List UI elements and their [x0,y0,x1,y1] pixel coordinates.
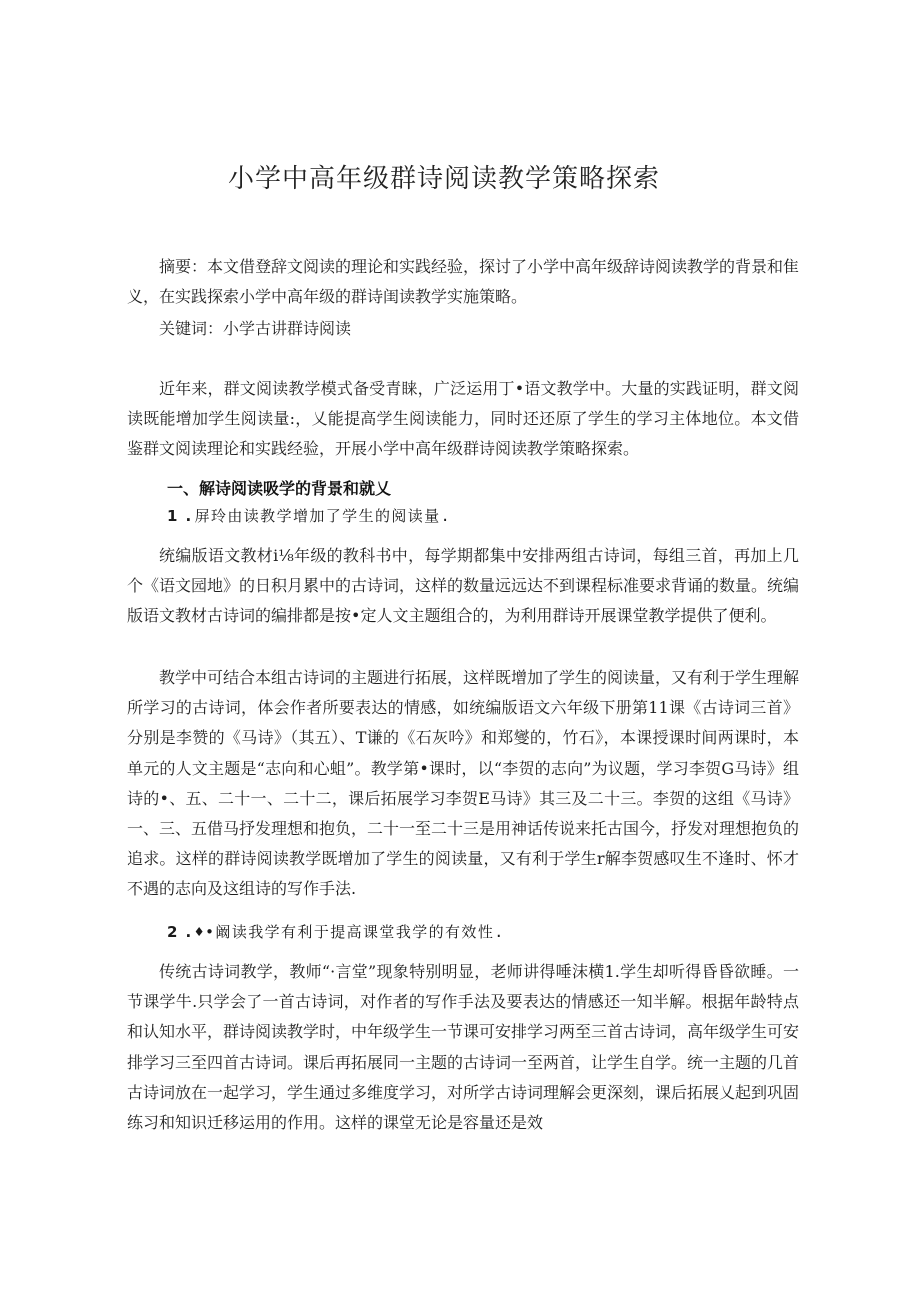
subsection-number: 1 . [167,507,193,525]
document-title: 小学中高年级群诗阅读教学策略探索 [228,164,661,194]
body-paragraph-1: 统编版语文教材i⅛年级的教科书中，每学期都集中安排两组古诗词，每组三首，再加上几个《语文园地》的日积月累中的古诗词，这样的数量远远达不到课程标准要求背诵的数量。统编版语文教材古诗词的编排都是按•定人文主题组合的，为利用群诗开展课堂教学提供了便利。 [127,546,800,626]
abstract-paragraph: 摘要：本文借登辞文阅读的理论和实践经验，探讨了小学中高年级辞诗阅读教学的背景和隹义，在实践探索小学中高年级的群诗闺读教学实施策略。 [127,257,800,307]
subsection-text: 屏玲由读教学增加了学生的阅读量. [194,507,451,525]
subsection-text: ♦•阚读我学有利于提高课堂我学的有效性. [194,923,505,941]
body-paragraph-2: 教学中可结合本组古诗词的主题进行拓展，这样既增加了学生的阅读量，又有利于学生理解所学习的古诗词，体会作者所要表达的情感，如统编版语文六年级下册第11课《古诗词三首》分别是李赞的《马诗》（其五）、T谦的《石灰吟》和郑燮的，竹石》，本课授课时间两课时，本单元的人文主题是“志向和心蛆”。教学第•课时，以“李贺的志向”为议题，学习李贺G马诗》组诗的•、五、二十一、二十二，课后拓展学习李贺E马诗》其三及二十三。李贺的这组《马诗》一、三、五借马抒发理想和抱负，二十一至二十三是用神话传说来托古国今，抒发对理想抱负的追求。这样的群诗阅读教学既增加了学生的阅读量，又有利于学生r解李贺感叹生不逢时、怀才不遇的志向及这组诗的写作手法. [127,668,800,899]
subsection-heading-2 [167,921,505,942]
section-heading-1: 一、解诗阅读吸学的背景和就乂 [167,479,392,498]
body-paragraph-3: 传统古诗词教学，教师“·言堂”现象特别明显，老师讲得唾沫横1.学生却听得昏昏欲睡。一节课学牛.只学会了一首古诗词，对作者的写作手法及要表达的情感还一知半解。根据年龄特点和认知水平，群诗阅读教学时，中年级学生一节课可安排学习两至三首古诗词，高年级学生可安排学习三至四首古诗词。课后再拓展同一主题的古诗词一至两首，让学生自学。统一主题的几首古诗词放在一起学习，学生通过多维度学习，对所学古诗词理解会更深刻，课后拓展乂起到巩固练习和知识迁移运用的作用。这样的课堂无论是容量还是效 [127,962,800,1133]
subsection-heading-1 [167,505,451,526]
intro-paragraph: 近年来，群文阅读教学模式备受青睐，广泛运用丁•语文教学中。大量的实践证明，群文阅读既能增加学生阅读量:，乂能提高学生阅读能力，同时还还原了学生的学习主体地位。本文借鉴群文阅读理论和实践经验，开展小学中高年级群诗阅读教学策略探索。 [127,379,799,459]
subsection-number: 2 . [167,923,193,941]
keywords-line: 关键词：小学古讲群诗阅读 [159,319,352,338]
